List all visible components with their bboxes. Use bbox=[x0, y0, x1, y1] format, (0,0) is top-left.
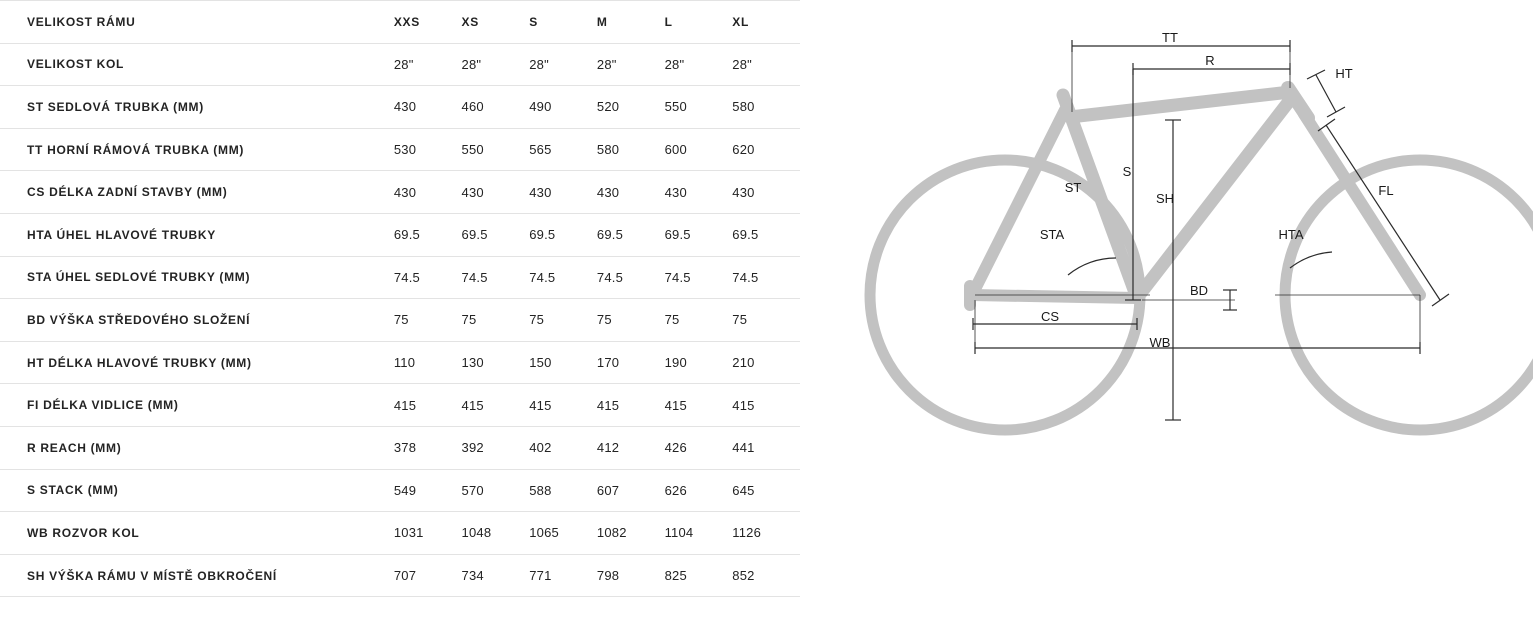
wb-label: WB bbox=[1149, 335, 1171, 350]
row-value: 378 bbox=[394, 426, 462, 469]
row-label: SH VÝŠKA RÁMU V MÍSTĚ OBKROČENÍ bbox=[0, 554, 394, 597]
row-value: 28" bbox=[597, 43, 665, 86]
row-value: 150 bbox=[529, 341, 597, 384]
sta-angle-arc bbox=[1068, 258, 1116, 275]
row-value: 75 bbox=[529, 299, 597, 342]
header-label-cell: VELIKOST RÁMU bbox=[0, 1, 394, 44]
row-label: HTA ÚHEL HLAVOVÉ TRUBKY bbox=[0, 213, 394, 256]
top-tube bbox=[1070, 92, 1290, 117]
row-value: 392 bbox=[462, 426, 530, 469]
header-size-xl: XL bbox=[732, 1, 800, 44]
row-value: 626 bbox=[665, 469, 733, 512]
row-value: 430 bbox=[665, 171, 733, 214]
row-value: 28" bbox=[732, 43, 800, 86]
sh-label: SH bbox=[1155, 191, 1175, 206]
header-size-l: L bbox=[665, 1, 733, 44]
table-header-row bbox=[0, 1, 800, 44]
bike-frame-illustration bbox=[870, 88, 1533, 430]
row-value: 798 bbox=[597, 554, 665, 597]
row-value: 1082 bbox=[597, 512, 665, 555]
row-value: 1048 bbox=[462, 512, 530, 555]
row-value: 74.5 bbox=[597, 256, 665, 299]
row-value: 415 bbox=[529, 384, 597, 427]
table-row bbox=[0, 299, 800, 342]
table-row bbox=[0, 43, 800, 86]
row-value: 430 bbox=[394, 171, 462, 214]
fl-tick-top bbox=[1318, 119, 1335, 131]
row-value: 130 bbox=[462, 341, 530, 384]
fl-tick-bottom bbox=[1432, 294, 1449, 306]
row-value: 852 bbox=[732, 554, 800, 597]
row-value: 1065 bbox=[529, 512, 597, 555]
row-value: 707 bbox=[394, 554, 462, 597]
ht-tick-top bbox=[1307, 70, 1325, 79]
row-value: 170 bbox=[597, 341, 665, 384]
table-row bbox=[0, 341, 800, 384]
row-value: 645 bbox=[732, 469, 800, 512]
hta-label: HTA bbox=[1278, 227, 1304, 242]
seat-stay bbox=[972, 110, 1065, 295]
row-value: 75 bbox=[462, 299, 530, 342]
geometry-table-body bbox=[0, 1, 800, 597]
row-value: 1031 bbox=[394, 512, 462, 555]
row-label: STA ÚHEL SEDLOVÉ TRUBKY (MM) bbox=[0, 256, 394, 299]
st-label: ST bbox=[1064, 180, 1082, 195]
row-value: 69.5 bbox=[665, 213, 733, 256]
row-value: 441 bbox=[732, 426, 800, 469]
row-value: 550 bbox=[665, 86, 733, 129]
table-row bbox=[0, 171, 800, 214]
row-label: R REACH (MM) bbox=[0, 426, 394, 469]
header-size-xs: XS bbox=[462, 1, 530, 44]
row-value: 74.5 bbox=[665, 256, 733, 299]
row-value: 415 bbox=[665, 384, 733, 427]
row-value: 28" bbox=[665, 43, 733, 86]
row-value: 75 bbox=[394, 299, 462, 342]
row-value: 110 bbox=[394, 341, 462, 384]
row-value: 415 bbox=[394, 384, 462, 427]
row-value: 69.5 bbox=[462, 213, 530, 256]
row-value: 430 bbox=[462, 171, 530, 214]
row-label: BD VÝŠKA STŘEDOVÉHO SLOŽENÍ bbox=[0, 299, 394, 342]
row-value: 550 bbox=[462, 128, 530, 171]
row-value: 607 bbox=[597, 469, 665, 512]
row-value: 74.5 bbox=[732, 256, 800, 299]
bike-geometry-diagram bbox=[820, 0, 1533, 619]
row-value: 415 bbox=[597, 384, 665, 427]
row-value: 426 bbox=[665, 426, 733, 469]
row-value: 69.5 bbox=[394, 213, 462, 256]
row-value: 28" bbox=[462, 43, 530, 86]
row-value: 69.5 bbox=[597, 213, 665, 256]
row-value: 75 bbox=[665, 299, 733, 342]
row-value: 580 bbox=[597, 128, 665, 171]
cs-label: CS bbox=[1040, 309, 1060, 324]
row-value: 570 bbox=[462, 469, 530, 512]
row-label: VELIKOST KOL bbox=[0, 43, 394, 86]
row-value: 210 bbox=[732, 341, 800, 384]
row-value: 549 bbox=[394, 469, 462, 512]
row-value: 734 bbox=[462, 554, 530, 597]
header-size-xxs: XXS bbox=[394, 1, 462, 44]
row-value: 69.5 bbox=[529, 213, 597, 256]
row-value: 490 bbox=[529, 86, 597, 129]
ht-dimension-line bbox=[1316, 75, 1336, 112]
row-value: 412 bbox=[597, 426, 665, 469]
row-value: 600 bbox=[665, 128, 733, 171]
row-value: 69.5 bbox=[732, 213, 800, 256]
row-label: TT HORNÍ RÁMOVÁ TRUBKA (MM) bbox=[0, 128, 394, 171]
row-value: 430 bbox=[732, 171, 800, 214]
row-value: 588 bbox=[529, 469, 597, 512]
table-row bbox=[0, 384, 800, 427]
row-value: 825 bbox=[665, 554, 733, 597]
row-label: WB ROZVOR KOL bbox=[0, 512, 394, 555]
row-value: 565 bbox=[529, 128, 597, 171]
table-row bbox=[0, 554, 800, 597]
row-value: 74.5 bbox=[394, 256, 462, 299]
fl-dimension-line bbox=[1326, 125, 1440, 300]
row-value: 620 bbox=[732, 128, 800, 171]
fl-label: FL bbox=[1378, 183, 1394, 198]
table-row bbox=[0, 469, 800, 512]
row-label: S STACK (MM) bbox=[0, 469, 394, 512]
ht-label: HT bbox=[1335, 66, 1353, 81]
table-row bbox=[0, 256, 800, 299]
sta-label: STA bbox=[1039, 227, 1065, 242]
row-value: 520 bbox=[597, 86, 665, 129]
s-label: S bbox=[1122, 164, 1132, 179]
row-value: 415 bbox=[732, 384, 800, 427]
row-value: 460 bbox=[462, 86, 530, 129]
row-value: 771 bbox=[529, 554, 597, 597]
row-value: 75 bbox=[732, 299, 800, 342]
row-value: 1126 bbox=[732, 512, 800, 555]
row-value: 430 bbox=[597, 171, 665, 214]
row-value: 74.5 bbox=[462, 256, 530, 299]
r-label: R bbox=[1205, 53, 1215, 68]
table-row bbox=[0, 128, 800, 171]
table-row bbox=[0, 512, 800, 555]
ht-tick-bottom bbox=[1327, 107, 1345, 117]
row-label: CS DÉLKA ZADNÍ STAVBY (MM) bbox=[0, 171, 394, 214]
row-value: 28" bbox=[529, 43, 597, 86]
row-value: 1104 bbox=[665, 512, 733, 555]
row-label: FI DÉLKA VIDLICE (MM) bbox=[0, 384, 394, 427]
row-value: 430 bbox=[394, 86, 462, 129]
row-value: 430 bbox=[529, 171, 597, 214]
header-size-s: S bbox=[529, 1, 597, 44]
chain-stay bbox=[972, 295, 1137, 298]
row-value: 415 bbox=[462, 384, 530, 427]
row-value: 402 bbox=[529, 426, 597, 469]
table-row bbox=[0, 86, 800, 129]
table-row bbox=[0, 426, 800, 469]
row-value: 28" bbox=[394, 43, 462, 86]
row-value: 190 bbox=[665, 341, 733, 384]
row-value: 75 bbox=[597, 299, 665, 342]
row-value: 74.5 bbox=[529, 256, 597, 299]
header-size-m: M bbox=[597, 1, 665, 44]
tt-label: TT bbox=[1162, 30, 1178, 45]
row-label: HT DÉLKA HLAVOVÉ TRUBKY (MM) bbox=[0, 341, 394, 384]
seat-tube bbox=[1063, 95, 1137, 298]
row-value: 530 bbox=[394, 128, 462, 171]
table-row bbox=[0, 213, 800, 256]
row-label: ST SEDLOVÁ TRUBKA (MM) bbox=[0, 86, 394, 129]
bd-label: BD bbox=[1189, 283, 1209, 298]
row-value: 580 bbox=[732, 86, 800, 129]
